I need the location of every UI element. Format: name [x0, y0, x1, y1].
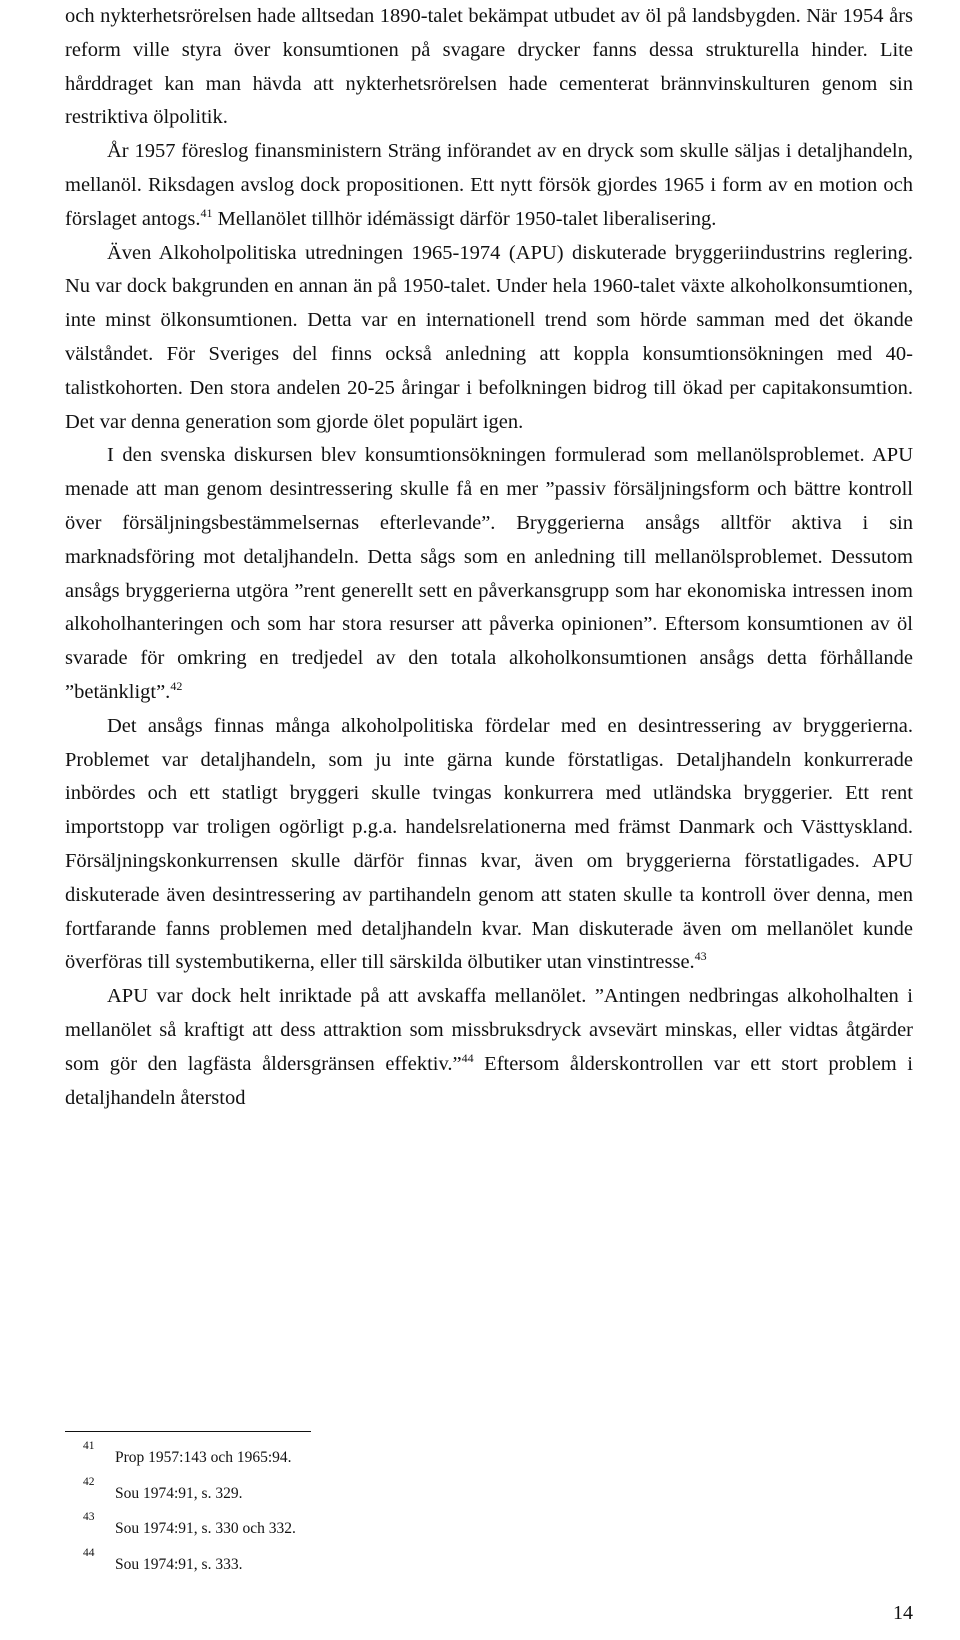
footnote-text: Sou 1974:91, s. 329.: [115, 1484, 243, 1502]
footnote-marker: 44: [83, 1546, 95, 1559]
body-text: [65, 0, 913, 1115]
paragraph: [65, 135, 913, 236]
text-run: Även Alkoholpolitiska utredningen 1965-1974 (APU) diskuterade bryggeriindustrins reglering. Nu var dock bakgrunden en annan än på 1950-talet. Under hela 1960-talet växte alkoholkonsumtionen, inte minst ölkonsumtionen. Detta var en internationell trend som hörde samman med det ökande välståndet. För Sveriges del finns också anledning att koppla konsumtionsökningen med 40-talistkohorten. Den stora andelen 20-25 åringar i befolkningen bidrog till ökad per capitakonsumtion. Det var denna generation som gjorde ölet populärt igen.: [65, 241, 913, 433]
text-run: Mellanölet tillhör idémässigt därför 1950-talet liberalisering.: [212, 207, 717, 230]
footnote-separator: [65, 1431, 311, 1432]
footnote: [83, 1545, 483, 1581]
text-run: År 1957 föreslog finansministern Sträng införandet av en dryck som skulle säljas i detaljhandeln, mellanöl. Riksdagen avslog dock propositionen. Ett nytt försök gjordes 1965 i form av en motion och förslaget antogs.: [65, 140, 913, 230]
footnote: [83, 1438, 483, 1474]
footnote-marker: 43: [83, 1511, 95, 1523]
footnote: [83, 1474, 483, 1510]
paragraph: [65, 710, 913, 980]
footnote-ref[interactable]: 41: [200, 205, 213, 220]
text-run: I den svenska diskursen blev konsumtionsökningen formulerad som mellanölsproblemet. APU menade att man genom desintressering skulle få en mer ”passiv försäljningsform och bättre kontroll över försäljningsbestämmelsernas efterlevande”. Bryggerierna ansågs alltför aktiva i sin marknadsföring mot detaljhandeln. Detta sågs som en anledning till mellanölsproblemet. Dessutom ansågs bryggerierna utgöra ”rent generellt sett en påverkansgrupp som har ekonomiska intressen inom alkoholhanteringen och som har stora resurser att påverka opinionen”. Eftersom konsumtionen av öl svarade för omkring en tredjedel av den totala alkoholkonsumtionen ansågs detta förhållande ”betänkligt”.: [65, 444, 913, 703]
footnote-text: Prop 1957:143 och 1965:94.: [115, 1449, 292, 1466]
footnote-marker: 42: [83, 1475, 95, 1488]
footnote-text: Sou 1974:91, s. 333.: [115, 1555, 243, 1573]
footnote-ref[interactable]: 42: [170, 679, 183, 694]
text-run: Eftersom ålderskontrollen var ett stort problem i detaljhandeln återstod: [65, 1052, 913, 1109]
text-run: och nykterhetsrörelsen hade alltsedan 1890-talet bekämpat utbudet av öl på landsbygden. När 1954 års reform ville styra över konsumtionen på svagare drycker fanns dessa strukturella hinder. Lite hårddraget kan man hävda att nykterhetsrörelsen hade cementerat brännvinskulturen genom sin restriktiva ölpolitik.: [65, 5, 913, 129]
footnote: [83, 1509, 483, 1545]
footnote-text: Sou 1974:91, s. 330 och 332.: [115, 1520, 296, 1537]
footnotes: [83, 1438, 483, 1580]
text-run: Det ansågs finnas många alkoholpolitiska fördelar med en desintressering av bryggerierna. Problemet var detaljhandeln, som ju inte gärna kunde förstatligas. Detaljhandeln konkurrerade inbördes och ett statligt bryggeri skulle tvingas konkurrera med utländska bryggerier. Ett rent importstopp var troligen ogörligt p.g.a. handelsrelationerna med främst Danmark och Västtyskland. Försäljningskonkurrensen skulle därför finnas kvar, även om bryggerierna förstatligades. APU diskuterade även desintressering av partihandeln genom att staten skulle ta kontroll över denna, men fortfarande fanns problemen med detaljhandeln kvar. Man diskuterade även om mellanölet kunde överföras till systembutikerna, eller till särskilda ölbutiker utan vinstintresse.: [65, 714, 913, 974]
page-number: 14: [893, 1602, 913, 1624]
footnote-ref[interactable]: 43: [694, 949, 707, 964]
paragraph: [65, 439, 913, 709]
paragraph: [65, 0, 913, 135]
text-run: APU var dock helt inriktade på att avskaffa mellanölet. ”Antingen nedbringas alkoholhalten i mellanölet så kraftigt att dess attraktion som missbruksdryck avsevärt minskas, eller vidtas åtgärder som gör den lagfästa åldersgränsen effektiv.”: [65, 985, 913, 1075]
paragraph: [65, 980, 913, 1115]
paragraph: [65, 237, 913, 440]
footnote-marker: 41: [83, 1440, 95, 1452]
footnote-ref[interactable]: 44: [461, 1050, 474, 1065]
